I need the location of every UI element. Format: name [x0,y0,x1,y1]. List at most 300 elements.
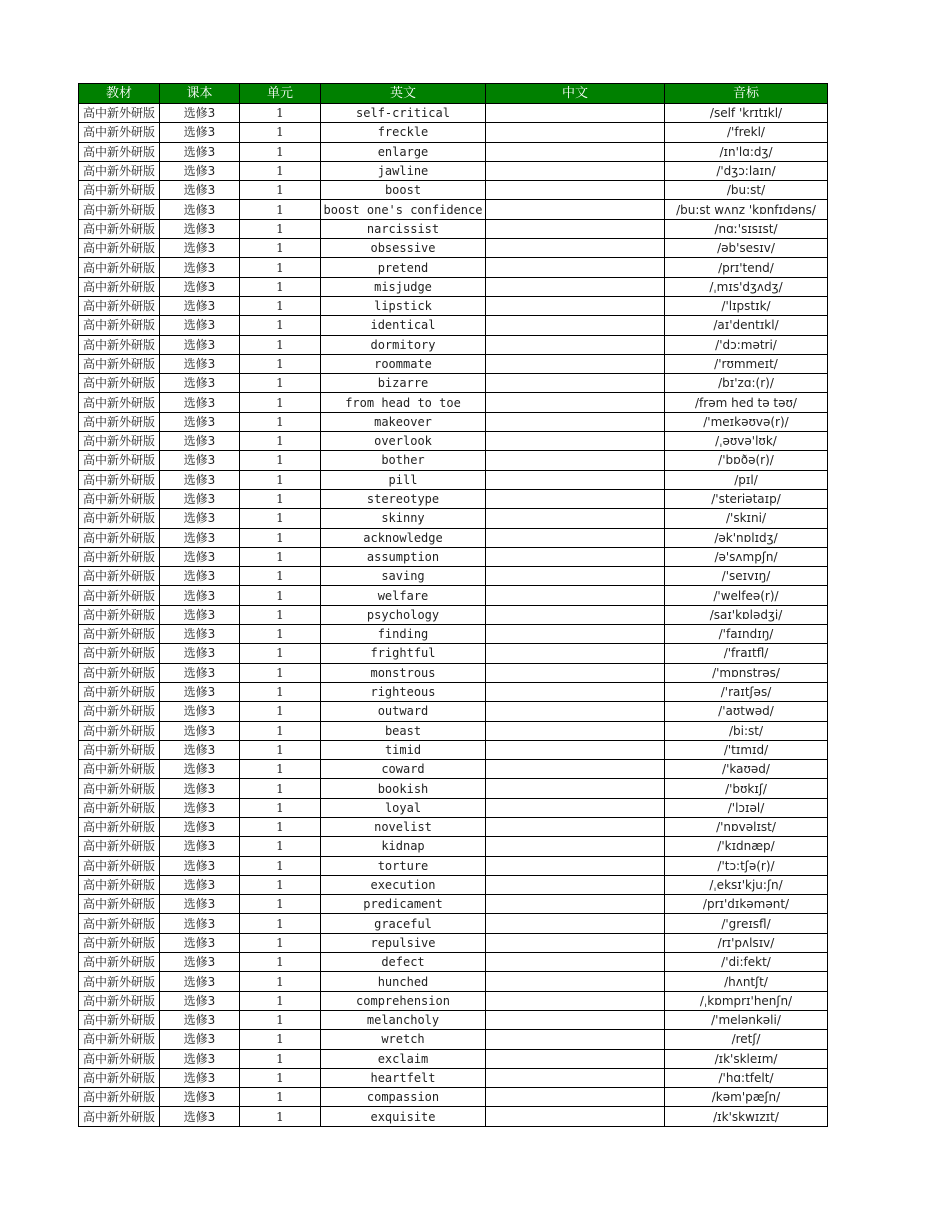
cell-course[interactable]: 选修3 [160,933,240,952]
cell-course[interactable]: 选修3 [160,354,240,373]
cell-chinese[interactable] [486,895,665,914]
cell-textbook[interactable]: 高中新外研版 [79,625,160,644]
cell-english[interactable]: saving [321,567,486,586]
cell-unit[interactable]: 1 [240,625,321,644]
cell-chinese[interactable] [486,412,665,431]
cell-unit[interactable]: 1 [240,123,321,142]
cell-english[interactable]: stereotype [321,489,486,508]
cell-textbook[interactable]: 高中新外研版 [79,296,160,315]
cell-phonetic[interactable]: /'meɪkəʊvə(r)/ [665,412,828,431]
cell-chinese[interactable] [486,277,665,296]
cell-course[interactable]: 选修3 [160,451,240,470]
cell-chinese[interactable] [486,470,665,489]
cell-english[interactable]: execution [321,875,486,894]
cell-course[interactable]: 选修3 [160,412,240,431]
cell-unit[interactable]: 1 [240,509,321,528]
cell-unit[interactable]: 1 [240,933,321,952]
cell-chinese[interactable] [486,721,665,740]
cell-phonetic[interactable]: /bɪ'zɑ:(r)/ [665,374,828,393]
cell-chinese[interactable] [486,644,665,663]
cell-phonetic[interactable]: /ə'sʌmpʃn/ [665,547,828,566]
cell-course[interactable]: 选修3 [160,625,240,644]
cell-chinese[interactable] [486,875,665,894]
cell-english[interactable]: torture [321,856,486,875]
cell-course[interactable]: 选修3 [160,644,240,663]
cell-textbook[interactable]: 高中新外研版 [79,1088,160,1107]
cell-course[interactable]: 选修3 [160,258,240,277]
cell-textbook[interactable]: 高中新外研版 [79,161,160,180]
cell-chinese[interactable] [486,161,665,180]
cell-unit[interactable]: 1 [240,991,321,1010]
header-english[interactable]: 英文 [321,84,486,104]
cell-textbook[interactable]: 高中新外研版 [79,972,160,991]
cell-textbook[interactable]: 高中新外研版 [79,682,160,701]
cell-textbook[interactable]: 高中新外研版 [79,200,160,219]
cell-chinese[interactable] [486,1088,665,1107]
cell-phonetic[interactable]: /'di:fekt/ [665,953,828,972]
cell-unit[interactable]: 1 [240,644,321,663]
cell-english[interactable]: righteous [321,682,486,701]
cell-english[interactable]: enlarge [321,142,486,161]
cell-chinese[interactable] [486,682,665,701]
cell-chinese[interactable] [486,586,665,605]
cell-chinese[interactable] [486,972,665,991]
cell-chinese[interactable] [486,528,665,547]
cell-textbook[interactable]: 高中新外研版 [79,354,160,373]
cell-chinese[interactable] [486,181,665,200]
cell-textbook[interactable]: 高中新外研版 [79,760,160,779]
cell-unit[interactable]: 1 [240,470,321,489]
cell-course[interactable]: 选修3 [160,663,240,682]
cell-phonetic[interactable]: /frəm hed tə təʊ/ [665,393,828,412]
cell-unit[interactable]: 1 [240,1068,321,1087]
cell-phonetic[interactable]: /bi:st/ [665,721,828,740]
cell-english[interactable]: exclaim [321,1049,486,1068]
cell-english[interactable]: exquisite [321,1107,486,1126]
cell-course[interactable]: 选修3 [160,972,240,991]
cell-chinese[interactable] [486,547,665,566]
cell-unit[interactable]: 1 [240,605,321,624]
cell-textbook[interactable]: 高中新外研版 [79,239,160,258]
cell-textbook[interactable]: 高中新外研版 [79,586,160,605]
cell-english[interactable]: beast [321,721,486,740]
cell-unit[interactable]: 1 [240,1030,321,1049]
cell-unit[interactable]: 1 [240,740,321,759]
cell-unit[interactable]: 1 [240,875,321,894]
cell-phonetic[interactable]: /bu:st/ [665,181,828,200]
cell-unit[interactable]: 1 [240,682,321,701]
cell-english[interactable]: dormitory [321,335,486,354]
cell-english[interactable]: freckle [321,123,486,142]
cell-textbook[interactable]: 高中新外研版 [79,817,160,836]
cell-course[interactable]: 选修3 [160,760,240,779]
cell-english[interactable]: acknowledge [321,528,486,547]
cell-textbook[interactable]: 高中新外研版 [79,374,160,393]
cell-course[interactable]: 选修3 [160,1030,240,1049]
cell-textbook[interactable]: 高中新外研版 [79,1068,160,1087]
cell-chinese[interactable] [486,1030,665,1049]
cell-course[interactable]: 选修3 [160,528,240,547]
cell-english[interactable]: hunched [321,972,486,991]
cell-course[interactable]: 选修3 [160,123,240,142]
header-course[interactable]: 课本 [160,84,240,104]
cell-course[interactable]: 选修3 [160,991,240,1010]
cell-course[interactable]: 选修3 [160,798,240,817]
cell-phonetic[interactable]: /'hɑ:tfelt/ [665,1068,828,1087]
cell-chinese[interactable] [486,142,665,161]
cell-english[interactable]: wretch [321,1030,486,1049]
cell-chinese[interactable] [486,393,665,412]
cell-phonetic[interactable]: /kəm'pæʃn/ [665,1088,828,1107]
cell-course[interactable]: 选修3 [160,1049,240,1068]
cell-unit[interactable]: 1 [240,586,321,605]
cell-unit[interactable]: 1 [240,181,321,200]
cell-textbook[interactable]: 高中新外研版 [79,644,160,663]
cell-english[interactable]: timid [321,740,486,759]
cell-chinese[interactable] [486,489,665,508]
cell-phonetic[interactable]: /self 'krɪtɪkl/ [665,104,828,123]
cell-chinese[interactable] [486,740,665,759]
cell-chinese[interactable] [486,1107,665,1126]
cell-course[interactable]: 选修3 [160,682,240,701]
cell-textbook[interactable]: 高中新外研版 [79,277,160,296]
cell-english[interactable]: predicament [321,895,486,914]
cell-unit[interactable]: 1 [240,1049,321,1068]
cell-english[interactable]: repulsive [321,933,486,952]
cell-phonetic[interactable]: /'welfeə(r)/ [665,586,828,605]
cell-phonetic[interactable]: /ɪk'skwɪzɪt/ [665,1107,828,1126]
cell-course[interactable]: 选修3 [160,875,240,894]
cell-phonetic[interactable]: /'frekl/ [665,123,828,142]
cell-chinese[interactable] [486,991,665,1010]
cell-english[interactable]: skinny [321,509,486,528]
cell-english[interactable]: finding [321,625,486,644]
cell-course[interactable]: 选修3 [160,702,240,721]
cell-course[interactable]: 选修3 [160,316,240,335]
cell-phonetic[interactable]: /aɪ'dentɪkl/ [665,316,828,335]
cell-chinese[interactable] [486,625,665,644]
cell-textbook[interactable]: 高中新外研版 [79,779,160,798]
cell-chinese[interactable] [486,953,665,972]
cell-phonetic[interactable]: /'tɪmɪd/ [665,740,828,759]
cell-phonetic[interactable]: /rɪ'pʌlsɪv/ [665,933,828,952]
cell-chinese[interactable] [486,702,665,721]
cell-phonetic[interactable]: /nɑː'sɪsɪst/ [665,219,828,238]
cell-unit[interactable]: 1 [240,528,321,547]
cell-unit[interactable]: 1 [240,547,321,566]
cell-course[interactable]: 选修3 [160,509,240,528]
cell-course[interactable]: 选修3 [160,1088,240,1107]
cell-textbook[interactable]: 高中新外研版 [79,740,160,759]
cell-chinese[interactable] [486,817,665,836]
cell-english[interactable]: frightful [321,644,486,663]
cell-chinese[interactable] [486,374,665,393]
cell-unit[interactable]: 1 [240,567,321,586]
cell-textbook[interactable]: 高中新外研版 [79,123,160,142]
cell-unit[interactable]: 1 [240,1010,321,1029]
cell-textbook[interactable]: 高中新外研版 [79,104,160,123]
cell-english[interactable]: defect [321,953,486,972]
cell-english[interactable]: compassion [321,1088,486,1107]
cell-course[interactable]: 选修3 [160,605,240,624]
cell-textbook[interactable]: 高中新外研版 [79,933,160,952]
cell-course[interactable]: 选修3 [160,547,240,566]
cell-english[interactable]: obsessive [321,239,486,258]
cell-phonetic[interactable]: /'steriətaɪp/ [665,489,828,508]
cell-chinese[interactable] [486,200,665,219]
cell-unit[interactable]: 1 [240,1088,321,1107]
cell-english[interactable]: monstrous [321,663,486,682]
cell-english[interactable]: boost one's confidence [321,200,486,219]
cell-course[interactable]: 选修3 [160,277,240,296]
cell-phonetic[interactable]: /'mɒnstrəs/ [665,663,828,682]
header-phonetic[interactable]: 音标 [665,84,828,104]
cell-phonetic[interactable]: /'raɪtʃəs/ [665,682,828,701]
cell-english[interactable]: from head to toe [321,393,486,412]
cell-textbook[interactable]: 高中新外研版 [79,856,160,875]
cell-english[interactable]: self-critical [321,104,486,123]
cell-unit[interactable]: 1 [240,702,321,721]
cell-english[interactable]: pill [321,470,486,489]
cell-unit[interactable]: 1 [240,316,321,335]
cell-english[interactable]: jawline [321,161,486,180]
cell-course[interactable]: 选修3 [160,953,240,972]
cell-course[interactable]: 选修3 [160,1068,240,1087]
cell-chinese[interactable] [486,856,665,875]
cell-textbook[interactable]: 高中新外研版 [79,895,160,914]
cell-phonetic[interactable]: /prɪ'tend/ [665,258,828,277]
cell-chinese[interactable] [486,123,665,142]
cell-english[interactable]: kidnap [321,837,486,856]
cell-textbook[interactable]: 高中新外研版 [79,393,160,412]
cell-english[interactable]: psychology [321,605,486,624]
cell-textbook[interactable]: 高中新外研版 [79,875,160,894]
cell-course[interactable]: 选修3 [160,181,240,200]
cell-textbook[interactable]: 高中新外研版 [79,489,160,508]
cell-phonetic[interactable]: /'melənkəli/ [665,1010,828,1029]
cell-course[interactable]: 选修3 [160,1010,240,1029]
cell-unit[interactable]: 1 [240,1107,321,1126]
cell-course[interactable]: 选修3 [160,817,240,836]
cell-english[interactable]: narcissist [321,219,486,238]
cell-textbook[interactable]: 高中新外研版 [79,798,160,817]
cell-phonetic[interactable]: /'bɒðə(r)/ [665,451,828,470]
cell-phonetic[interactable]: /saɪ'kɒlədʒi/ [665,605,828,624]
cell-phonetic[interactable]: /'nɒvəlɪst/ [665,817,828,836]
cell-unit[interactable]: 1 [240,161,321,180]
cell-course[interactable]: 选修3 [160,1107,240,1126]
cell-textbook[interactable]: 高中新外研版 [79,547,160,566]
cell-unit[interactable]: 1 [240,914,321,933]
cell-phonetic[interactable]: /bu:st wʌnz 'kɒnfɪdəns/ [665,200,828,219]
header-textbook[interactable]: 教材 [79,84,160,104]
cell-chinese[interactable] [486,798,665,817]
cell-phonetic[interactable]: /əb'sesɪv/ [665,239,828,258]
cell-english[interactable]: loyal [321,798,486,817]
cell-phonetic[interactable]: /ˌeksɪ'kju:ʃn/ [665,875,828,894]
cell-phonetic[interactable]: /'tɔ:tʃə(r)/ [665,856,828,875]
cell-english[interactable]: boost [321,181,486,200]
cell-chinese[interactable] [486,779,665,798]
cell-phonetic[interactable]: /'aʊtwəd/ [665,702,828,721]
cell-chinese[interactable] [486,1049,665,1068]
cell-unit[interactable]: 1 [240,972,321,991]
cell-english[interactable]: graceful [321,914,486,933]
cell-english[interactable]: roommate [321,354,486,373]
cell-phonetic[interactable]: /'lɪpstɪk/ [665,296,828,315]
cell-english[interactable]: overlook [321,432,486,451]
cell-textbook[interactable]: 高中新外研版 [79,605,160,624]
cell-unit[interactable]: 1 [240,489,321,508]
cell-english[interactable]: bizarre [321,374,486,393]
cell-unit[interactable]: 1 [240,895,321,914]
cell-english[interactable]: heartfelt [321,1068,486,1087]
header-unit[interactable]: 单元 [240,84,321,104]
cell-phonetic[interactable]: /'kaʊəd/ [665,760,828,779]
cell-english[interactable]: bother [321,451,486,470]
cell-course[interactable]: 选修3 [160,779,240,798]
cell-english[interactable]: welfare [321,586,486,605]
cell-phonetic[interactable]: /pɪl/ [665,470,828,489]
cell-phonetic[interactable]: /'bʊkɪʃ/ [665,779,828,798]
cell-chinese[interactable] [486,760,665,779]
cell-course[interactable]: 选修3 [160,200,240,219]
cell-unit[interactable]: 1 [240,451,321,470]
header-chinese[interactable]: 中文 [486,84,665,104]
cell-english[interactable]: assumption [321,547,486,566]
cell-chinese[interactable] [486,258,665,277]
cell-textbook[interactable]: 高中新外研版 [79,721,160,740]
cell-textbook[interactable]: 高中新外研版 [79,702,160,721]
cell-phonetic[interactable]: /'dʒɔ:laɪn/ [665,161,828,180]
cell-phonetic[interactable]: /ˌmɪs'dʒʌdʒ/ [665,277,828,296]
cell-english[interactable]: comprehension [321,991,486,1010]
cell-textbook[interactable]: 高中新外研版 [79,219,160,238]
cell-unit[interactable]: 1 [240,239,321,258]
cell-textbook[interactable]: 高中新外研版 [79,528,160,547]
cell-phonetic[interactable]: /prɪ'dɪkəmənt/ [665,895,828,914]
cell-chinese[interactable] [486,837,665,856]
cell-chinese[interactable] [486,1068,665,1087]
cell-unit[interactable]: 1 [240,412,321,431]
cell-course[interactable]: 选修3 [160,740,240,759]
cell-phonetic[interactable]: /'rʊmmeɪt/ [665,354,828,373]
cell-phonetic[interactable]: /'greɪsfl/ [665,914,828,933]
cell-course[interactable]: 选修3 [160,296,240,315]
cell-phonetic[interactable]: /ˌkɒmprɪ'henʃn/ [665,991,828,1010]
cell-phonetic[interactable]: /'kɪdnæp/ [665,837,828,856]
cell-course[interactable]: 选修3 [160,586,240,605]
cell-course[interactable]: 选修3 [160,895,240,914]
cell-textbook[interactable]: 高中新外研版 [79,142,160,161]
cell-textbook[interactable]: 高中新外研版 [79,914,160,933]
cell-phonetic[interactable]: /retʃ/ [665,1030,828,1049]
cell-chinese[interactable] [486,296,665,315]
cell-course[interactable]: 选修3 [160,142,240,161]
cell-course[interactable]: 选修3 [160,856,240,875]
cell-course[interactable]: 选修3 [160,489,240,508]
cell-textbook[interactable]: 高中新外研版 [79,953,160,972]
cell-chinese[interactable] [486,933,665,952]
cell-course[interactable]: 选修3 [160,470,240,489]
cell-course[interactable]: 选修3 [160,374,240,393]
cell-phonetic[interactable]: /'lɔɪəl/ [665,798,828,817]
cell-english[interactable]: pretend [321,258,486,277]
cell-english[interactable]: makeover [321,412,486,431]
cell-course[interactable]: 选修3 [160,104,240,123]
cell-textbook[interactable]: 高中新外研版 [79,567,160,586]
cell-unit[interactable]: 1 [240,779,321,798]
cell-phonetic[interactable]: /'seɪvɪŋ/ [665,567,828,586]
cell-chinese[interactable] [486,335,665,354]
cell-phonetic[interactable]: /'faɪndɪŋ/ [665,625,828,644]
cell-unit[interactable]: 1 [240,200,321,219]
cell-unit[interactable]: 1 [240,258,321,277]
cell-course[interactable]: 选修3 [160,432,240,451]
cell-unit[interactable]: 1 [240,760,321,779]
cell-textbook[interactable]: 高中新外研版 [79,412,160,431]
cell-unit[interactable]: 1 [240,104,321,123]
cell-course[interactable]: 选修3 [160,567,240,586]
cell-chinese[interactable] [486,663,665,682]
cell-chinese[interactable] [486,432,665,451]
cell-course[interactable]: 选修3 [160,161,240,180]
cell-unit[interactable]: 1 [240,374,321,393]
cell-chinese[interactable] [486,914,665,933]
cell-english[interactable]: misjudge [321,277,486,296]
cell-chinese[interactable] [486,316,665,335]
cell-course[interactable]: 选修3 [160,219,240,238]
cell-unit[interactable]: 1 [240,817,321,836]
cell-textbook[interactable]: 高中新外研版 [79,451,160,470]
cell-textbook[interactable]: 高中新外研版 [79,1030,160,1049]
cell-phonetic[interactable]: /'dɔ:mətri/ [665,335,828,354]
cell-phonetic[interactable]: /ɪn'lɑ:dʒ/ [665,142,828,161]
cell-chinese[interactable] [486,509,665,528]
cell-unit[interactable]: 1 [240,432,321,451]
cell-textbook[interactable]: 高中新外研版 [79,1049,160,1068]
cell-chinese[interactable] [486,451,665,470]
cell-english[interactable]: novelist [321,817,486,836]
cell-course[interactable]: 选修3 [160,721,240,740]
cell-unit[interactable]: 1 [240,953,321,972]
cell-unit[interactable]: 1 [240,142,321,161]
cell-textbook[interactable]: 高中新外研版 [79,335,160,354]
cell-course[interactable]: 选修3 [160,239,240,258]
cell-unit[interactable]: 1 [240,335,321,354]
cell-english[interactable]: outward [321,702,486,721]
cell-unit[interactable]: 1 [240,663,321,682]
cell-chinese[interactable] [486,354,665,373]
cell-textbook[interactable]: 高中新外研版 [79,837,160,856]
cell-unit[interactable]: 1 [240,354,321,373]
cell-textbook[interactable]: 高中新外研版 [79,470,160,489]
cell-textbook[interactable]: 高中新外研版 [79,1107,160,1126]
cell-textbook[interactable]: 高中新外研版 [79,663,160,682]
cell-unit[interactable]: 1 [240,296,321,315]
cell-unit[interactable]: 1 [240,277,321,296]
cell-english[interactable]: identical [321,316,486,335]
cell-unit[interactable]: 1 [240,837,321,856]
cell-chinese[interactable] [486,1010,665,1029]
cell-textbook[interactable]: 高中新外研版 [79,509,160,528]
cell-textbook[interactable]: 高中新外研版 [79,258,160,277]
cell-textbook[interactable]: 高中新外研版 [79,432,160,451]
cell-unit[interactable]: 1 [240,856,321,875]
cell-course[interactable]: 选修3 [160,837,240,856]
cell-phonetic[interactable]: /ɪk'skleɪm/ [665,1049,828,1068]
cell-textbook[interactable]: 高中新外研版 [79,991,160,1010]
